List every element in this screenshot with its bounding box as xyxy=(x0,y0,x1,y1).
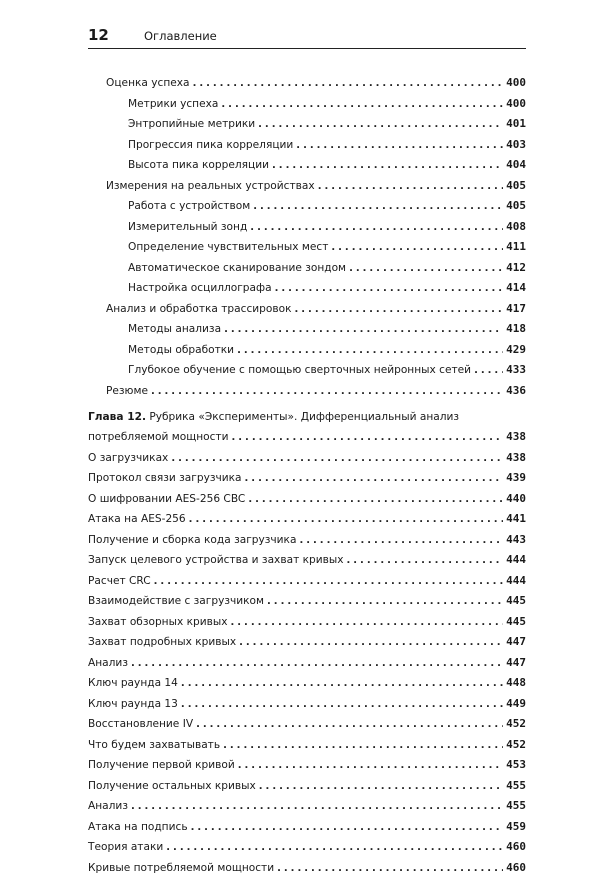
toc-entry-label: Захват подробных кривых xyxy=(88,632,236,653)
toc-entry[interactable] xyxy=(88,612,526,633)
toc-entry-page: 449 xyxy=(506,694,526,715)
toc-entry-label: Захват обзорных кривых xyxy=(88,612,228,633)
dot-leader xyxy=(131,654,503,675)
toc-entry-page: 433 xyxy=(506,360,526,381)
toc-entry-page: 438 xyxy=(506,448,526,469)
dot-leader xyxy=(193,74,504,95)
toc-entry-label: О загрузчиках xyxy=(88,448,168,469)
toc-entry-page: 405 xyxy=(506,196,526,217)
toc-entry[interactable] xyxy=(88,776,526,797)
dot-leader xyxy=(245,469,504,490)
toc-entry-page: 445 xyxy=(506,591,526,612)
toc-entry-label: Резюме xyxy=(106,381,148,402)
toc-entry-page: 400 xyxy=(506,73,526,94)
chapter-title-line2[interactable] xyxy=(88,427,526,448)
toc-entry-page: 452 xyxy=(506,735,526,756)
toc-entry[interactable] xyxy=(88,755,526,776)
toc-chapter-12 xyxy=(88,407,526,878)
dot-leader xyxy=(171,449,503,470)
dot-leader xyxy=(331,238,503,259)
toc-entry[interactable] xyxy=(88,155,526,176)
toc-entry[interactable] xyxy=(88,673,526,694)
toc-entry[interactable] xyxy=(88,299,526,320)
toc-entry[interactable] xyxy=(88,837,526,858)
chapter-entries xyxy=(88,448,526,879)
toc-entry-page: 447 xyxy=(506,653,526,674)
toc-entry-page: 453 xyxy=(506,755,526,776)
dot-leader xyxy=(181,695,503,716)
toc-entry-label: Что будем захватывать xyxy=(88,735,220,756)
toc-entry[interactable] xyxy=(88,448,526,469)
toc-entry[interactable] xyxy=(88,632,526,653)
toc-entry[interactable] xyxy=(88,571,526,592)
dot-leader xyxy=(221,95,503,116)
toc-entry[interactable] xyxy=(88,381,526,402)
dot-leader xyxy=(189,510,503,531)
toc-entry-label: Глубокое обучение с помощью сверточных нейронных сетей xyxy=(128,360,471,381)
toc-entry-label: Оценка успеха xyxy=(106,73,190,94)
toc-entry[interactable] xyxy=(88,135,526,156)
toc-entry-label: Анализ xyxy=(88,796,128,817)
toc-entry[interactable] xyxy=(88,94,526,115)
dot-leader xyxy=(131,797,503,818)
toc-section-continued xyxy=(88,73,526,401)
toc-entry-label: Энтропийные метрики xyxy=(128,114,255,135)
toc-entry[interactable] xyxy=(88,530,526,551)
toc-entry[interactable] xyxy=(88,196,526,217)
toc-entry-page: 436 xyxy=(506,381,526,402)
toc-entry-label: Ключ раунда 14 xyxy=(88,673,178,694)
toc-entry[interactable] xyxy=(88,509,526,530)
toc-entry-page: 460 xyxy=(506,858,526,879)
toc-entry-page: 438 xyxy=(506,427,526,448)
toc-entry[interactable] xyxy=(88,319,526,340)
toc-entry-label: Получение остальных кривых xyxy=(88,776,256,797)
dot-leader xyxy=(474,361,503,382)
toc-entry[interactable] xyxy=(88,360,526,381)
toc-entry[interactable] xyxy=(88,735,526,756)
toc-entry-label: Получение и сборка кода загрузчика xyxy=(88,530,296,551)
toc-entry-page: 439 xyxy=(506,468,526,489)
toc-entry-page: 443 xyxy=(506,530,526,551)
book-page xyxy=(88,26,526,878)
running-head-title: Оглавление xyxy=(144,29,217,43)
dot-leader xyxy=(295,300,504,321)
dot-leader xyxy=(318,177,503,198)
toc-entry-label: Методы анализа xyxy=(128,319,221,340)
toc-entry-page: 403 xyxy=(506,135,526,156)
toc-entry-label: потребляемой мощности xyxy=(88,427,228,448)
toc-entry[interactable] xyxy=(88,114,526,135)
toc-entry[interactable] xyxy=(88,217,526,238)
dot-leader xyxy=(299,531,503,552)
toc-entry[interactable] xyxy=(88,468,526,489)
toc-entry-label: Взаимодействие с загрузчиком xyxy=(88,591,264,612)
dot-leader xyxy=(250,218,503,239)
dot-leader xyxy=(347,551,504,572)
dot-leader xyxy=(259,777,503,798)
dot-leader xyxy=(181,674,503,695)
toc-entry[interactable] xyxy=(88,796,526,817)
toc-entry-page: 414 xyxy=(506,278,526,299)
toc-entry-page: 429 xyxy=(506,340,526,361)
toc-entry-label: Атака на AES-256 xyxy=(88,509,186,530)
dot-leader xyxy=(196,715,503,736)
toc-entry-label: Метрики успеха xyxy=(128,94,218,115)
dot-leader xyxy=(223,736,503,757)
dot-leader xyxy=(248,490,503,511)
toc-entry[interactable] xyxy=(88,591,526,612)
toc-entry-label: Запуск целевого устройства и захват кривых xyxy=(88,550,344,571)
toc-entry-label: Прогрессия пика корреляции xyxy=(128,135,293,156)
toc-entry[interactable] xyxy=(88,73,526,94)
toc-entry-label: Автоматическое сканирование зондом xyxy=(128,258,346,279)
toc-entry-page: 440 xyxy=(506,489,526,510)
toc-entry-page: 460 xyxy=(506,837,526,858)
toc-entry-page: 441 xyxy=(506,509,526,530)
toc-entry-page: 401 xyxy=(506,114,526,135)
toc-entry-label: Измерительный зонд xyxy=(128,217,247,238)
dot-leader xyxy=(151,382,503,403)
toc-entry-label: Кривые потребляемой мощности xyxy=(88,858,274,879)
dot-leader xyxy=(224,320,503,341)
toc-entry-page: 405 xyxy=(506,176,526,197)
table-of-contents xyxy=(88,73,526,878)
toc-entry-page: 412 xyxy=(506,258,526,279)
toc-entry-page: 418 xyxy=(506,319,526,340)
toc-entry-label: Методы обработки xyxy=(128,340,234,361)
toc-entry-page: 417 xyxy=(506,299,526,320)
dot-leader xyxy=(272,156,503,177)
toc-entry-page: 455 xyxy=(506,796,526,817)
dot-leader xyxy=(349,259,503,280)
dot-leader xyxy=(154,572,503,593)
toc-entry-label: О шифровании AES-256 CBC xyxy=(88,489,245,510)
dot-leader xyxy=(191,818,504,839)
toc-entry[interactable] xyxy=(88,489,526,510)
toc-entry[interactable] xyxy=(88,340,526,361)
toc-entry-label: Измерения на реальных устройствах xyxy=(106,176,315,197)
toc-entry[interactable] xyxy=(88,258,526,279)
toc-entry[interactable] xyxy=(88,237,526,258)
toc-entry-label: Получение первой кривой xyxy=(88,755,235,776)
toc-entry[interactable] xyxy=(88,653,526,674)
toc-entry-page: 444 xyxy=(506,550,526,571)
dot-leader xyxy=(253,197,503,218)
toc-entry-label: Высота пика корреляции xyxy=(128,155,269,176)
toc-entry-label: Атака на подпись xyxy=(88,817,188,838)
toc-entry-label: Анализ и обработка трассировок xyxy=(106,299,292,320)
toc-entry-page: 411 xyxy=(506,237,526,258)
dot-leader xyxy=(277,859,503,879)
toc-entry[interactable] xyxy=(88,550,526,571)
toc-entry-label: Ключ раунда 13 xyxy=(88,694,178,715)
toc-entry-page: 459 xyxy=(506,817,526,838)
toc-entry-label: Настройка осциллографа xyxy=(128,278,272,299)
dot-leader xyxy=(258,115,503,136)
toc-entry[interactable] xyxy=(88,278,526,299)
toc-entry[interactable] xyxy=(88,817,526,838)
dot-leader xyxy=(267,592,503,613)
page-number: 12 xyxy=(88,26,144,44)
toc-entry[interactable] xyxy=(88,694,526,715)
toc-entry-page: 455 xyxy=(506,776,526,797)
toc-entry[interactable] xyxy=(88,858,526,879)
toc-entry-page: 452 xyxy=(506,714,526,735)
chapter-title-text: Рубрика «Эксперименты». Дифференциальный анализ xyxy=(149,411,459,423)
toc-entry-label: Теория атаки xyxy=(88,837,163,858)
dot-leader xyxy=(231,428,503,449)
toc-entry[interactable] xyxy=(88,714,526,735)
toc-entry-page: 447 xyxy=(506,632,526,653)
toc-entry-page: 408 xyxy=(506,217,526,238)
toc-entry-label: Расчет CRC xyxy=(88,571,151,592)
dot-leader xyxy=(231,613,504,634)
dot-leader xyxy=(237,341,503,362)
dot-leader xyxy=(275,279,504,300)
toc-entry-page: 448 xyxy=(506,673,526,694)
dot-leader xyxy=(239,633,503,654)
chapter-prefix: Глава 12. xyxy=(88,411,146,423)
dot-leader xyxy=(166,838,503,859)
toc-entry-page: 404 xyxy=(506,155,526,176)
running-head xyxy=(88,26,526,49)
dot-leader xyxy=(296,136,503,157)
toc-entry-page: 400 xyxy=(506,94,526,115)
toc-entry-label: Определение чувствительных мест xyxy=(128,237,328,258)
toc-entry-label: Анализ xyxy=(88,653,128,674)
toc-entry-label: Работа с устройством xyxy=(128,196,250,217)
toc-entry-label: Восстановление IV xyxy=(88,714,193,735)
toc-entry-label: Протокол связи загрузчика xyxy=(88,468,242,489)
chapter-title-line1[interactable] xyxy=(88,407,526,427)
toc-entry-page: 445 xyxy=(506,612,526,633)
dot-leader xyxy=(238,756,503,777)
toc-entry-page: 444 xyxy=(506,571,526,592)
toc-entry[interactable] xyxy=(88,176,526,197)
